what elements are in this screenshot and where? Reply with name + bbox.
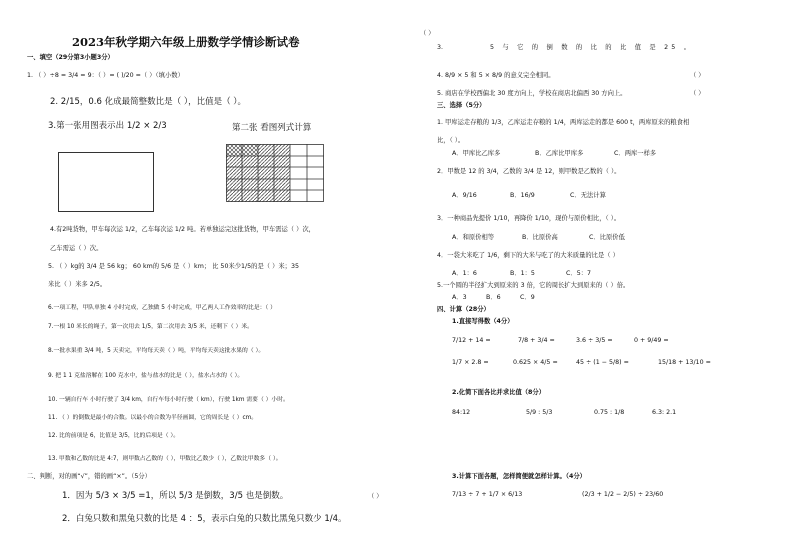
judge-2: 2．白兔只数和黑兔只数的比是 4 ：5，表示白兔的只数比黑兔只数少 1/4。 — [62, 514, 347, 524]
question-8: 8.一批水果重 3/4 吨，5 天卖完，平均每天卖（ ）吨，平均每天卖这批水果的（ ）。 — [48, 348, 265, 354]
drawing-rectangle[interactable] — [58, 152, 154, 212]
question-3: 3.第一张用图表示出 1/2 × 2/3 — [48, 121, 167, 131]
choice-4-option-a[interactable]: A．1：6 — [452, 270, 477, 277]
question-4: 4.有2吨货物，甲车每次运 1/2，乙车每次运 1/2 吨。若单独运完这批货物，甲车需运（ ）次， — [50, 226, 315, 233]
choice-3-option-a[interactable]: A．和原价相等 — [452, 234, 495, 241]
choice-1: 1. 甲库运走存粮的 1/3，乙库运走存粮的 1/4，两库运走的都是 600 t，两库原来的粮食相 — [437, 119, 690, 126]
section-judgement: 二、判断，对的画“√”，错的画“×”。（5分） — [27, 473, 151, 480]
judge-5-answer[interactable]: （ ） — [690, 90, 705, 97]
calc-item: 1/7 × 2.8 = — [452, 359, 489, 366]
choice-5-option-b[interactable]: B．6 — [486, 294, 501, 301]
choice-1-option-b[interactable]: B．乙库比甲库多 — [535, 150, 584, 157]
choice-3-option-b[interactable]: B．比原价高 — [522, 234, 558, 241]
question-10: 10. 一辆自行车 小时行驶了 3/4 km，自行车每小时行驶（ km），行驶 1km 需要（ ）小时。 — [48, 397, 289, 403]
judge-1: 1．因为 5/3 × 3/5 =1，所以 5/3 是倒数，3/5 也是倒数。 — [62, 491, 289, 501]
choice-1-option-c[interactable]: C．两库一样多 — [614, 150, 657, 157]
ratio-item: 6.3: 2.1 — [652, 409, 677, 416]
choice-4-option-c[interactable]: C．5：7 — [566, 270, 592, 277]
calc-item: 7/8 + 3/4 = — [518, 337, 555, 344]
subsection-simplify: 3.计算下面各题，怎样简便就怎样计算。（4分） — [452, 473, 586, 480]
choice-4: 4．一袋大米吃了 1/6，剩下的大米与吃了的大米质量的比是（ ） — [437, 252, 619, 259]
choice-3: 3．一种商品先提价 1/10，再降价 1/10，现价与原价相比，（ ）。 — [437, 215, 621, 222]
judge-5: 5. 商店在学校西偏北 30 度方向上，学校在商店北偏西 30 方向上。 — [437, 90, 627, 97]
calc-item: 0 + 9/49 = — [634, 337, 669, 344]
expression-1: 7/13 ÷ 7 + 1/7 × 6/13 — [452, 491, 523, 498]
question-3-second: 第二张 看图列式计算 — [232, 123, 312, 133]
question-7: 7.一根 10 米长的绳子，第一次用去 1/5，第二次用去 3/5 米，还剩下（ ）米。 — [48, 324, 253, 330]
subsection-ratio: 2.化简下面各比并求比值（8分） — [452, 389, 546, 396]
judge-2-answer[interactable]: （ ） — [420, 30, 435, 37]
question-6: 6.一项工程，甲队单独 4 小时完成，乙独做 5 小时完成，甲乙两人工作效率的比是：（ ） — [48, 305, 276, 311]
ratio-item: 0.75 : 1/8 — [594, 409, 625, 416]
calc-item: 0.625 × 4/5 = — [513, 359, 558, 366]
question-5: 5. （ ）kg的 3/4 是 56 kg； 60 km的 5/6 是（ ）km； 比 50米少1/5的是（ ）米；35 — [48, 263, 299, 270]
choice-2-option-c[interactable]: C．无法计算 — [570, 192, 606, 199]
choice-1-cont: 比，（ ）。 — [437, 137, 465, 144]
choice-2-option-a[interactable]: A．9/16 — [452, 192, 477, 199]
question-2: 2. 2/15，0.6 化成最简整数比是（ ），比值是（ ）。 — [50, 97, 247, 107]
judge-3: 5 与 它 的 倒 数 的 比 的 比 值 是 25 。 — [490, 44, 694, 51]
choice-2-option-b[interactable]: B．16/9 — [510, 192, 535, 199]
section-fill-blanks: 一、填空（29分第3小题3分） — [27, 54, 114, 61]
judge-4: 4. 8/9 × 5 和 5 × 8/9 的意义完全相同。 — [437, 72, 555, 79]
judge-1-answer[interactable]: （ ） — [368, 493, 383, 500]
question-13: 13. 甲数和乙数的比是 4:7，则甲数占乙数的（ ），甲数比乙数少（ ），乙数比甲数多（ ）。 — [48, 456, 282, 462]
question-1: 1. （ ）÷8 = 3/4 = 9：（ ）= ( )/20 =（ ）（填小数） — [27, 72, 184, 79]
judge-3-number: 3. — [437, 44, 444, 51]
ratio-item: 84:12 — [452, 409, 471, 416]
choice-2: 2．甲数是 12 的 3/4，乙数的 3/4 是 12，则甲数是乙数的（ ）。 — [437, 168, 621, 175]
calc-item: 45 ÷ (1 − 5/8) = — [576, 359, 629, 366]
section-choice: 三、选择（5分） — [437, 102, 486, 109]
expression-2: (2/3 + 1/2 − 2/5) ÷ 23/60 — [582, 491, 664, 498]
question-12: 12. 比的前项是 6，比值是 3/5，比的后项是（ ）。 — [48, 433, 180, 439]
choice-5-option-c[interactable]: C．9 — [520, 294, 535, 301]
choice-3-option-c[interactable]: C．比原价低 — [589, 234, 625, 241]
exam-title: 2023年秋学期六年级上册数学学情诊断试卷 — [72, 35, 300, 49]
question-11: 11. （ ）的倒数是最小的合数。以最小的合数为半径画圆，它的周长是（ ）cm。 — [48, 415, 258, 421]
choice-1-option-a[interactable]: A．甲库比乙库多 — [452, 150, 501, 157]
choice-5-option-a[interactable]: A．3 — [452, 294, 467, 301]
ratio-item: 5/9 : 5/3 — [526, 409, 553, 416]
calc-item: 7/12 + 14 = — [452, 337, 491, 344]
question-5-cont: 米比（ ）米多 2/5。 — [48, 281, 107, 288]
question-4-cont: 乙车需运（ ）次。 — [50, 245, 103, 252]
question-9: 9. 把 1 1 克盐溶解在 100 克水中，盐与盐水的比是（ ），盐水占水的（ ）。 — [48, 373, 244, 379]
choice-5: 5.一个圆的半径扩大到原来的 3 倍，它的周长扩大到原来的（ ）倍。 — [437, 282, 630, 289]
subsection-direct: 1.直接写得数（4分） — [452, 318, 514, 325]
calc-item: 3.6 ÷ 3/5 = — [576, 337, 613, 344]
section-calculation: 四、计算（28分） — [437, 306, 490, 313]
calc-item: 15/18 + 13/10 = — [658, 359, 711, 366]
shaded-grid-figure — [226, 144, 324, 202]
judge-4-answer[interactable]: （ ） — [690, 72, 705, 79]
choice-4-option-b[interactable]: B．1：5 — [510, 270, 535, 277]
